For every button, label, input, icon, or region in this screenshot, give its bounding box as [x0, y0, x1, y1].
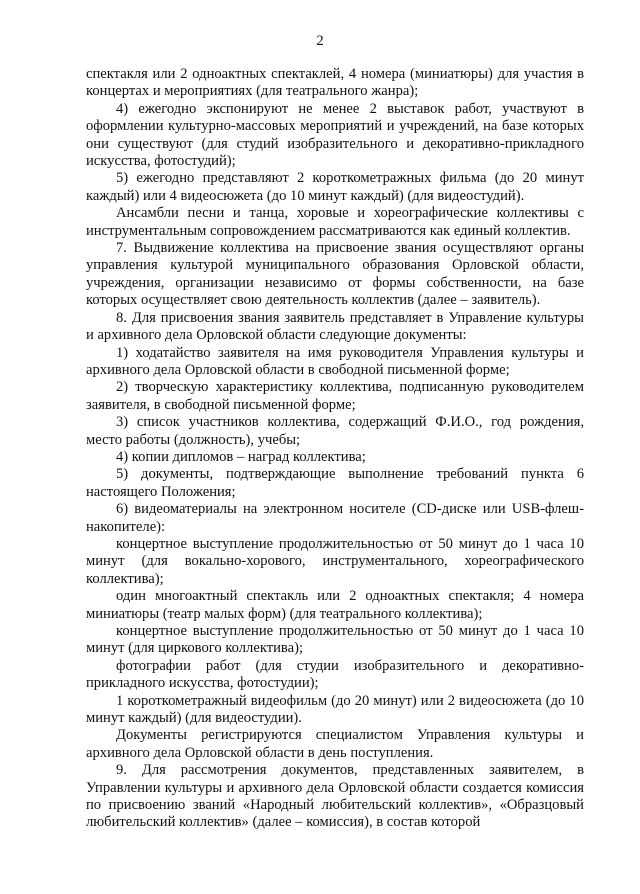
paragraph: 1 короткометражный видеофильм (до 20 минут) или 2 видеосюжета (до 10 минут каждый) (для видеостудии). [86, 692, 584, 727]
paragraph: 4) копии дипломов – наград коллектива; [116, 448, 366, 465]
paragraph: 3) список участников коллектива, содержащий Ф.И.О., год рождения, место работы (должность), учебы; [86, 414, 584, 448]
page-number: 2 [316, 33, 324, 49]
paragraph: 5) ежегодно представляют 2 короткометражных фильма (до 20 минут каждый) или 4 видеосюжета (до 10 минут каждый) (для видеостудий). [86, 170, 584, 204]
paragraph: 9. Для рассмотрения документов, представленных заявителем, в Управлении культуры и архивного дела Орловской области создается комиссия по присвоению званий «Народный любительский коллектив», «Образцовый любительский коллектив» (далее – комиссия), в состав которой [86, 762, 584, 831]
paragraph: 1) ходатайство заявителя на имя руководителя Управления культуры и архивного дела Орловской области в свободной письменной форме; [86, 344, 584, 378]
paragraph: концертное выступление продолжительностью от 50 минут до 1 часа 10 минут (для вокально-хорового, инструментального, хореографического коллектива); [86, 535, 584, 587]
paragraph: 5) документы, подтверждающие выполнение требований пункта 6 настоящего Положения; [86, 466, 584, 500]
document-body [86, 66, 584, 832]
paragraph: 6) видеоматериалы на электронном носителе (CD-диске или USB-флеш-накопителе): [86, 501, 584, 535]
paragraph: концертное выступление продолжительностью от 50 минут до 1 часа 10 минут (для циркового коллектива); [86, 623, 584, 657]
paragraph: спектакля или 2 одноактных спектаклей, 4 номера (миниатюры) для участия в концертах и мероприятиях (для театрального жанра); [86, 66, 584, 100]
paragraph: 4) ежегодно экспонируют не менее 2 выставок работ, участвуют в оформлении культурно-массовых мероприятий и учреждений, на базе которых они существуют (для студий изобразительного и декоративно-прикладного искусства, фотостудий); [86, 100, 584, 170]
paragraph: один многоактный спектакль или 2 одноактных спектакля; 4 номера миниатюры (театр малых форм) (для театрального коллектива); [86, 588, 584, 622]
paragraph: Ансамбли песни и танца, хоровые и хореографические коллективы с инструментальным сопровождением рассматриваются как единый коллектив. [86, 205, 584, 239]
paragraph: 7. Выдвижение коллектива на присвоение звания осуществляют органы управления культурой муниципального образования Орловской области, учреждения, организации независимо от формы собственности, на базе которых осуществляет свою деятельность коллектив (далее – заявитель). [86, 240, 584, 309]
paragraph: 2) творческую характеристику коллектива, подписанную руководителем заявителя, в свободной письменной форме; [86, 379, 584, 413]
paragraph: Документы регистрируются специалистом Управления культуры и архивного дела Орловской области в день поступления. [86, 727, 584, 761]
paragraph: 8. Для присвоения звания заявитель представляет в Управление культуры и архивного дела Орловской области следующие документы: [86, 309, 584, 344]
paragraph: фотографии работ (для студии изобразительного и декоративно-прикладного искусства, фотостудии); [86, 657, 584, 692]
